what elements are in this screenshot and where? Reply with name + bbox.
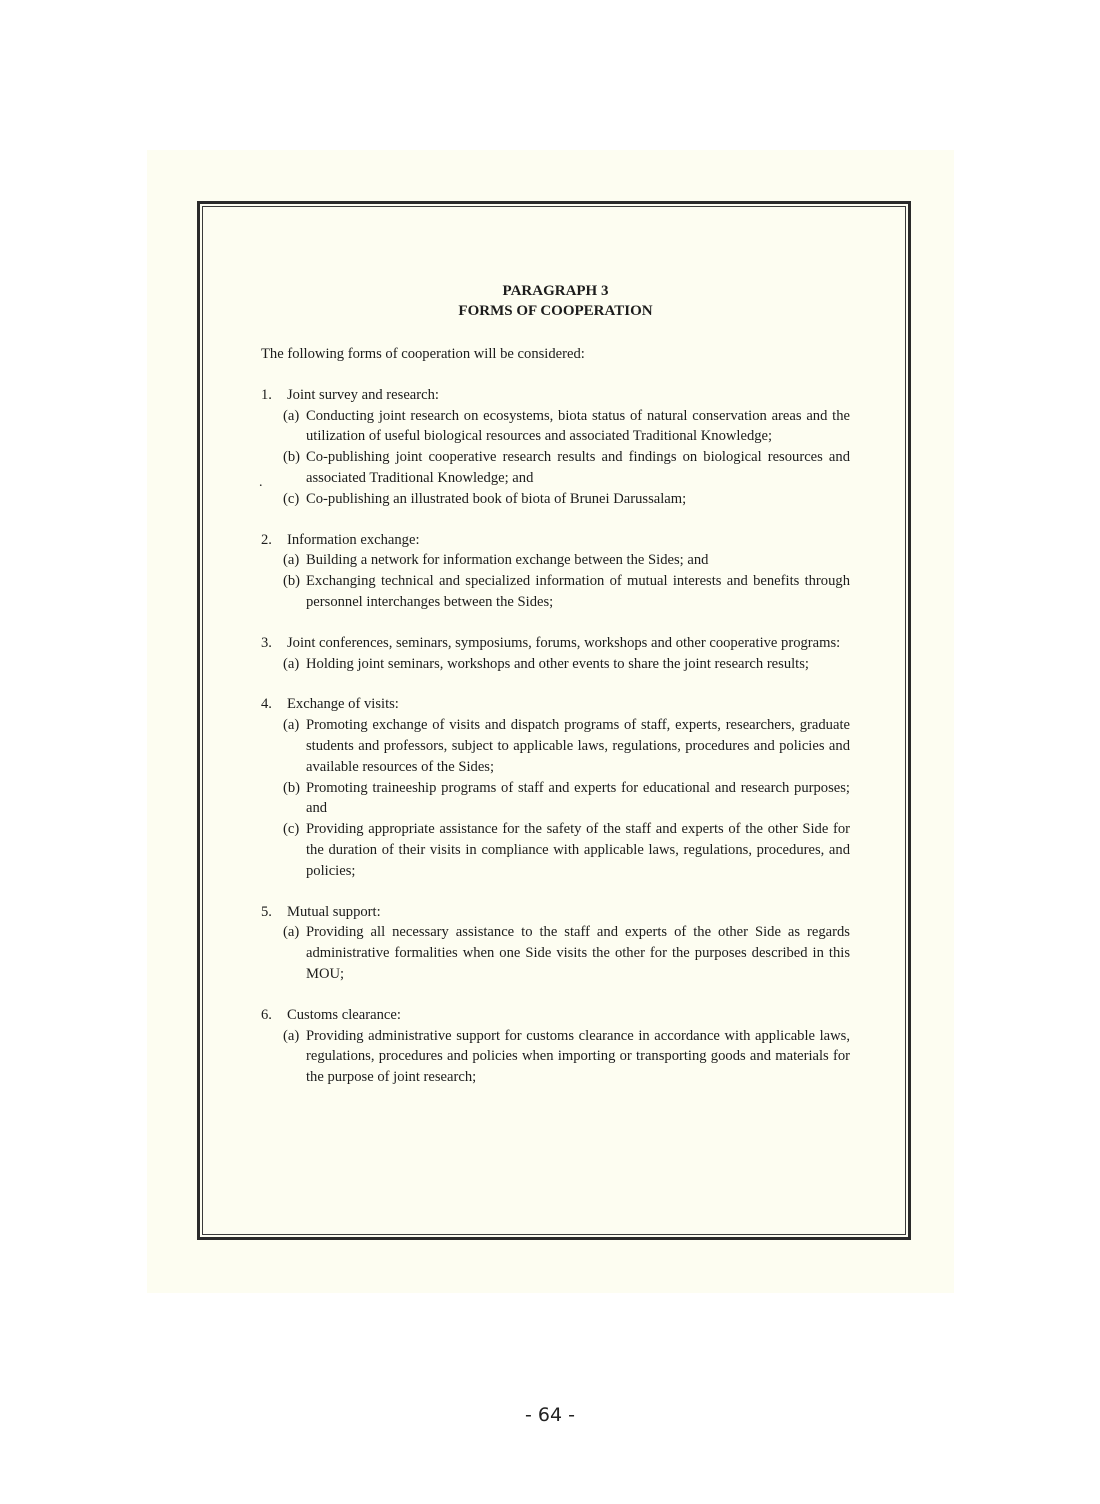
item-label: (a) (283, 1027, 300, 1044)
item-label: (a) (283, 552, 300, 569)
item-label: (a) (283, 655, 300, 672)
section-title (261, 633, 850, 654)
item-text: Building a network for information exchange between the Sides; and (306, 552, 709, 569)
section-title (261, 385, 850, 406)
list-item (283, 447, 850, 489)
item-text: Promoting exchange of visits and dispatch programs of staff, experts, researchers, graduate students and professors, subject to applicable laws, regulations, procedures and policies and available resources of the Sides; (306, 717, 850, 775)
item-label: (c) (283, 490, 300, 507)
item-label: (c) (283, 821, 300, 838)
heading-title: FORMS OF COOPERATION (458, 303, 653, 319)
list-item (283, 489, 850, 510)
section-title-text: Information exchange: (287, 531, 420, 548)
list-item (283, 406, 850, 448)
item-label: (a) (283, 717, 300, 734)
item-text: Conducting joint research on ecosystems, biota status of natural conservation areas and the utilization of useful biological resources and associated Traditional Knowledge; (306, 407, 850, 445)
list-item (283, 715, 850, 777)
page-number: - 64 - (525, 1404, 575, 1426)
item-label: (a) (283, 924, 300, 941)
section-title (261, 902, 850, 923)
item-label: (b) (283, 573, 301, 590)
item-text: Holding joint seminars, workshops and other events to share the joint research results; (306, 655, 809, 672)
document-body (261, 281, 850, 1088)
section-number: 3. (261, 634, 272, 651)
section-5 (261, 902, 850, 985)
list-item (283, 571, 850, 613)
section-number: 4. (261, 696, 272, 713)
list-item (283, 654, 850, 675)
intro-text: The following forms of cooperation will be considered: (261, 346, 585, 362)
list-item (283, 550, 850, 571)
item-text: Providing all necessary assistance to the staff and experts of the other Side as regards administrative formalities when one Side visits the other for the purposes described in this MOU; (306, 924, 850, 982)
item-label: (a) (283, 407, 300, 424)
section-number: 1. (261, 386, 272, 403)
item-text: Promoting traineeship programs of staff and experts for educational and research purposes; and (306, 779, 850, 817)
item-label: (b) (283, 449, 301, 466)
section-title-text: Joint survey and research: (287, 386, 439, 403)
item-text: Co-publishing joint cooperative research results and findings on biological resources and associated Traditional Knowledge; and (306, 449, 850, 486)
section-6 (261, 1005, 850, 1088)
list-item (283, 1026, 850, 1088)
section-number: 5. (261, 903, 272, 920)
section-title-text: Exchange of visits: (287, 696, 399, 713)
section-title-text: Mutual support: (287, 903, 381, 920)
sections-list (261, 385, 850, 1088)
section-title (261, 530, 850, 551)
section-title-text: Customs clearance: (287, 1006, 401, 1023)
section-title (261, 694, 850, 715)
section-number: 6. (261, 1006, 272, 1023)
item-text: Providing administrative support for customs clearance in accordance with applicable laws, regulations, procedures and policies when importing or transporting goods and materials for the purpose of joint research; (306, 1027, 850, 1086)
list-item (283, 819, 850, 881)
section-number: 2. (261, 531, 272, 548)
section-3 (261, 633, 850, 675)
item-text: Providing appropriate assistance for the safety of the staff and experts of the other Side for the duration of their visits in compliance with applicable laws, regulations, procedures, and policies; (306, 821, 850, 879)
list-item (283, 778, 850, 820)
item-text: Exchanging technical and specialized information of mutual interests and benefits through personnel interchanges between the Sides; (306, 573, 850, 610)
list-item (283, 922, 850, 984)
section-2 (261, 530, 850, 613)
heading-paragraph-number: PARAGRAPH 3 (502, 283, 609, 299)
section-title (261, 1005, 850, 1026)
stray-mark: . (259, 475, 263, 490)
item-label: (b) (283, 779, 301, 796)
section-1 (261, 385, 850, 510)
section-4 (261, 694, 850, 881)
section-title-text: Joint conferences, seminars, symposiums, forums, workshops and other cooperative programs: (287, 634, 841, 651)
item-text: Co-publishing an illustrated book of biota of Brunei Darussalam; (306, 490, 687, 507)
